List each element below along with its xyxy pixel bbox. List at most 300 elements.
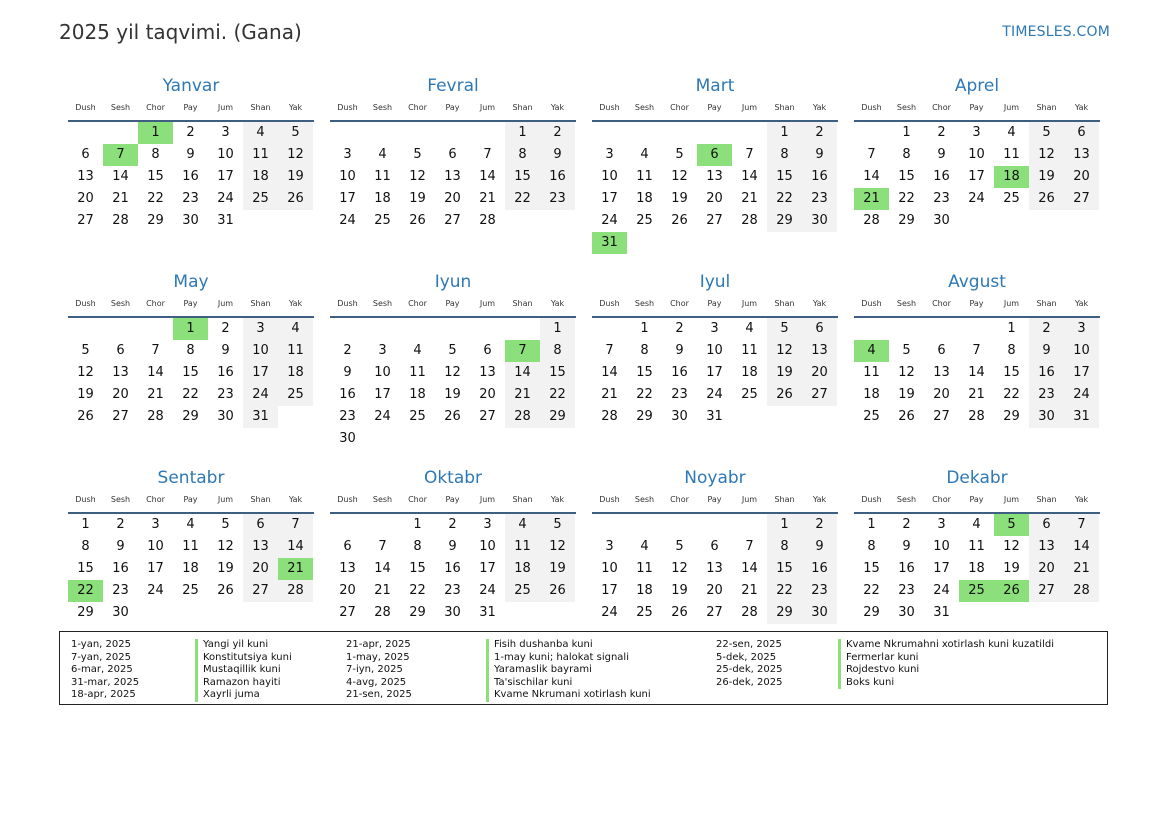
empty-cell xyxy=(278,210,313,232)
empty-cell xyxy=(435,428,470,450)
day-cell: 29 xyxy=(77,605,94,620)
day-cell: 3 xyxy=(343,147,352,162)
weekday-label: Pay xyxy=(183,103,198,112)
day-cell: 13 xyxy=(112,365,129,380)
day-cell: 27 xyxy=(706,605,723,620)
day-cell: 14 xyxy=(601,365,618,380)
legend-date: 31-mar, 2025 xyxy=(71,676,140,688)
day-cell: 16 xyxy=(339,387,356,402)
weekday-header xyxy=(68,98,314,122)
day-cell: 3 xyxy=(605,539,614,554)
weekday-label: Dush xyxy=(861,495,882,504)
day-cell: 28 xyxy=(147,409,164,424)
day-cell: 19 xyxy=(1029,166,1064,188)
weekday-label: Shan xyxy=(1036,103,1057,112)
day-cell: 30 xyxy=(339,431,356,446)
days-grid xyxy=(592,514,838,624)
legend-holiday-name: Boks kuni xyxy=(838,677,1054,690)
day-cell: 29 xyxy=(767,602,802,624)
day-cell: 10 xyxy=(339,169,356,184)
empty-cell xyxy=(767,406,802,428)
day-cell: 2 xyxy=(802,122,837,144)
day-cell: 24 xyxy=(479,583,496,598)
weekday-label: Dush xyxy=(75,495,96,504)
empty-cell xyxy=(662,122,697,144)
legend-date: 1-may, 2025 xyxy=(346,651,410,663)
weekday-label: Sesh xyxy=(634,103,655,112)
weekday-label: Jum xyxy=(1003,103,1020,112)
day-cell: 19 xyxy=(77,387,94,402)
day-cell: 4 xyxy=(640,147,649,162)
empty-cell xyxy=(435,318,470,340)
empty-cell xyxy=(365,122,400,144)
holiday-day: 7 xyxy=(103,144,138,166)
weekday-label: Pay xyxy=(707,103,722,112)
weekday-label: Sesh xyxy=(110,299,131,308)
weekday-label: Dush xyxy=(599,103,620,112)
holiday-day: 25 xyxy=(959,580,994,602)
weekday-label: Sesh xyxy=(896,299,917,308)
day-cell: 10 xyxy=(601,561,618,576)
weekday-label: Jum xyxy=(1003,495,1020,504)
day-cell: 24 xyxy=(601,213,618,228)
empty-cell xyxy=(505,210,540,232)
day-cell: 11 xyxy=(409,365,426,380)
weekday-label: Jum xyxy=(479,299,496,308)
day-cell: 27 xyxy=(706,213,723,228)
empty-cell xyxy=(854,318,889,340)
day-cell: 26 xyxy=(898,409,915,424)
day-cell: 18 xyxy=(636,583,653,598)
legend-holiday-name: Yangi yil kuni xyxy=(195,639,292,652)
weekday-label: Pay xyxy=(969,495,984,504)
day-cell: 24 xyxy=(217,191,234,206)
day-cell: 14 xyxy=(741,169,758,184)
month-avgust xyxy=(854,270,1100,466)
day-cell: 2 xyxy=(221,321,230,336)
legend-date: 21-apr, 2025 xyxy=(346,639,411,650)
weekday-label: Dush xyxy=(599,495,620,504)
empty-cell xyxy=(767,232,802,254)
month-name: Dekabr xyxy=(946,468,1008,488)
day-cell: 30 xyxy=(217,409,234,424)
day-cell: 15 xyxy=(863,561,880,576)
day-cell: 6 xyxy=(483,343,492,358)
site-link[interactable]: TIMESLES.COM xyxy=(1002,24,1110,40)
day-cell: 29 xyxy=(863,605,880,620)
weekday-label: Yak xyxy=(812,103,827,112)
day-cell: 8 xyxy=(867,539,876,554)
day-cell: 1 xyxy=(81,517,90,532)
day-cell: 16 xyxy=(112,561,129,576)
day-cell: 15 xyxy=(1003,365,1020,380)
day-cell: 15 xyxy=(409,561,426,576)
day-cell: 9 xyxy=(448,539,457,554)
day-cell: 2 xyxy=(343,343,352,358)
empty-cell xyxy=(540,602,575,624)
day-cell: 20 xyxy=(706,583,723,598)
weekday-label: Chor xyxy=(146,495,165,504)
day-cell: 26 xyxy=(1029,188,1064,210)
day-cell: 16 xyxy=(802,166,837,188)
day-cell: 6 xyxy=(116,343,125,358)
day-cell: 28 xyxy=(374,605,391,620)
empty-cell xyxy=(470,122,505,144)
empty-cell xyxy=(662,514,697,536)
empty-cell xyxy=(732,232,767,254)
day-cell: 10 xyxy=(147,539,164,554)
day-cell: 5 xyxy=(1029,122,1064,144)
day-cell: 23 xyxy=(182,191,199,206)
day-cell: 17 xyxy=(601,191,618,206)
days-grid xyxy=(854,318,1100,428)
days-grid xyxy=(330,514,576,624)
day-cell: 20 xyxy=(802,362,837,384)
day-cell: 17 xyxy=(374,387,391,402)
day-cell: 2 xyxy=(186,125,195,140)
empty-cell xyxy=(732,514,767,536)
day-cell: 28 xyxy=(1064,580,1099,602)
day-cell: 20 xyxy=(243,558,278,580)
empty-cell xyxy=(592,318,627,340)
day-cell: 9 xyxy=(802,144,837,166)
day-cell: 25 xyxy=(863,409,880,424)
day-cell: 24 xyxy=(601,605,618,620)
day-cell: 23 xyxy=(933,191,950,206)
month-fevral xyxy=(330,74,576,270)
empty-cell xyxy=(959,210,994,232)
weekday-label: Dush xyxy=(861,103,882,112)
weekday-label: Yak xyxy=(812,299,827,308)
day-cell: 22 xyxy=(636,387,653,402)
empty-cell xyxy=(68,318,103,340)
empty-cell xyxy=(802,406,837,428)
day-cell: 29 xyxy=(1003,409,1020,424)
day-cell: 13 xyxy=(243,536,278,558)
day-cell: 15 xyxy=(77,561,94,576)
day-cell: 7 xyxy=(483,147,492,162)
day-cell: 13 xyxy=(706,561,723,576)
day-cell: 16 xyxy=(671,365,688,380)
day-cell: 14 xyxy=(278,536,313,558)
day-cell: 25 xyxy=(182,583,199,598)
day-cell: 4 xyxy=(640,539,649,554)
day-cell: 13 xyxy=(706,169,723,184)
day-cell: 24 xyxy=(968,191,985,206)
days-grid xyxy=(592,318,838,428)
day-cell: 10 xyxy=(479,539,496,554)
day-cell: 5 xyxy=(540,514,575,536)
holiday-day: 21 xyxy=(854,188,889,210)
weekday-label: Dush xyxy=(337,103,358,112)
legend-date: 22-sen, 2025 xyxy=(716,639,782,650)
day-cell: 1 xyxy=(767,122,802,144)
weekday-label: Jum xyxy=(479,103,496,112)
weekday-label: Pay xyxy=(445,495,460,504)
legend-dates-column xyxy=(346,639,412,702)
day-cell: 27 xyxy=(112,409,129,424)
day-cell: 1 xyxy=(767,514,802,536)
day-cell: 29 xyxy=(409,605,426,620)
weekday-label: Pay xyxy=(707,299,722,308)
day-cell: 10 xyxy=(933,539,950,554)
day-cell: 2 xyxy=(937,125,946,140)
day-cell: 27 xyxy=(444,213,461,228)
weekday-label: Chor xyxy=(408,299,427,308)
day-cell: 13 xyxy=(77,169,94,184)
day-cell: 4 xyxy=(378,147,387,162)
day-cell: 6 xyxy=(710,539,719,554)
day-cell: 25 xyxy=(278,384,313,406)
day-cell: 4 xyxy=(243,122,278,144)
legend-dates-column xyxy=(716,639,782,689)
weekday-label: Sesh xyxy=(896,495,917,504)
empty-cell xyxy=(889,318,924,340)
weekday-header xyxy=(854,294,1100,318)
empty-cell xyxy=(470,318,505,340)
day-cell: 19 xyxy=(278,166,313,188)
day-cell: 9 xyxy=(1029,340,1064,362)
day-cell: 27 xyxy=(479,409,496,424)
day-cell: 31 xyxy=(243,406,278,428)
weekday-label: Jum xyxy=(217,299,234,308)
day-cell: 7 xyxy=(605,343,614,358)
legend-date: 1-yan, 2025 xyxy=(71,639,131,650)
empty-cell xyxy=(732,122,767,144)
empty-cell xyxy=(994,210,1029,232)
day-cell: 11 xyxy=(636,169,653,184)
weekday-label: Chor xyxy=(408,103,427,112)
empty-cell xyxy=(994,602,1029,624)
empty-cell xyxy=(243,602,278,624)
day-cell: 6 xyxy=(343,539,352,554)
day-cell: 30 xyxy=(444,605,461,620)
day-cell: 14 xyxy=(968,365,985,380)
empty-cell xyxy=(365,428,400,450)
day-cell: 24 xyxy=(374,409,391,424)
legend-date: 7-iyn, 2025 xyxy=(346,664,403,675)
day-cell: 4 xyxy=(278,318,313,340)
day-cell: 5 xyxy=(767,318,802,340)
day-cell: 8 xyxy=(81,539,90,554)
day-cell: 8 xyxy=(540,340,575,362)
day-cell: 6 xyxy=(937,343,946,358)
empty-cell xyxy=(173,602,208,624)
day-cell: 10 xyxy=(217,147,234,162)
legend-date: 21-sen, 2025 xyxy=(346,689,412,700)
day-cell: 27 xyxy=(933,409,950,424)
day-cell: 30 xyxy=(671,409,688,424)
weekday-label: Yak xyxy=(288,299,303,308)
legend-dates-column xyxy=(71,639,139,702)
day-cell: 18 xyxy=(278,362,313,384)
day-cell: 13 xyxy=(1029,536,1064,558)
weekday-label: Yak xyxy=(550,299,565,308)
empty-cell xyxy=(68,122,103,144)
day-cell: 17 xyxy=(601,583,618,598)
day-cell: 14 xyxy=(863,169,880,184)
empty-cell xyxy=(540,210,575,232)
empty-cell xyxy=(540,428,575,450)
weekday-label: Shan xyxy=(512,495,533,504)
day-cell: 6 xyxy=(243,514,278,536)
month-name: Sentabr xyxy=(157,468,225,488)
weekday-label: Shan xyxy=(774,495,795,504)
holiday-day: 5 xyxy=(994,514,1029,536)
day-cell: 30 xyxy=(898,605,915,620)
empty-cell xyxy=(959,318,994,340)
weekday-label: Chor xyxy=(670,103,689,112)
day-cell: 15 xyxy=(767,558,802,580)
day-cell: 16 xyxy=(1029,362,1064,384)
day-cell: 20 xyxy=(479,387,496,402)
day-cell: 30 xyxy=(802,210,837,232)
weekday-label: Chor xyxy=(932,299,951,308)
days-grid xyxy=(68,514,314,624)
day-cell: 12 xyxy=(671,169,688,184)
day-cell: 12 xyxy=(671,561,688,576)
day-cell: 6 xyxy=(1029,514,1064,536)
day-cell: 7 xyxy=(278,514,313,536)
legend-holiday-name: Konstitutsiya kuni xyxy=(195,652,292,665)
empty-cell xyxy=(365,514,400,536)
day-cell: 4 xyxy=(745,321,754,336)
weekday-label: Sesh xyxy=(634,299,655,308)
day-cell: 8 xyxy=(902,147,911,162)
weekday-label: Yak xyxy=(812,495,827,504)
day-cell: 26 xyxy=(278,188,313,210)
month-name: Iyul xyxy=(699,272,731,292)
day-cell: 27 xyxy=(1029,580,1064,602)
weekday-label: Yak xyxy=(550,495,565,504)
holiday-day: 4 xyxy=(854,340,889,362)
day-cell: 16 xyxy=(802,558,837,580)
day-cell: 21 xyxy=(147,387,164,402)
day-cell: 2 xyxy=(1029,318,1064,340)
empty-cell xyxy=(802,232,837,254)
legend-holiday-name: Mustaqillik kuni xyxy=(195,664,292,677)
day-cell: 3 xyxy=(221,125,230,140)
legend-names-column xyxy=(195,639,292,702)
day-cell: 8 xyxy=(186,343,195,358)
weekday-label: Shan xyxy=(774,299,795,308)
day-cell: 28 xyxy=(278,580,313,602)
day-cell: 6 xyxy=(1064,122,1099,144)
day-cell: 6 xyxy=(81,147,90,162)
weekday-header xyxy=(68,490,314,514)
day-cell: 11 xyxy=(1003,147,1020,162)
day-cell: 23 xyxy=(802,580,837,602)
month-aprel xyxy=(854,74,1100,270)
day-cell: 22 xyxy=(767,188,802,210)
day-cell: 31 xyxy=(706,409,723,424)
day-cell: 1 xyxy=(505,122,540,144)
weekday-label: Jum xyxy=(479,495,496,504)
day-cell: 24 xyxy=(339,213,356,228)
weekday-label: Sesh xyxy=(372,103,393,112)
empty-cell xyxy=(103,318,138,340)
weekday-label: Pay xyxy=(969,299,984,308)
day-cell: 25 xyxy=(409,409,426,424)
day-cell: 29 xyxy=(147,213,164,228)
day-cell: 15 xyxy=(147,169,164,184)
empty-cell xyxy=(924,318,959,340)
day-cell: 8 xyxy=(767,536,802,558)
day-cell: 1 xyxy=(640,321,649,336)
day-cell: 14 xyxy=(112,169,129,184)
empty-cell xyxy=(243,210,278,232)
weekday-label: Yak xyxy=(1074,299,1089,308)
day-cell: 6 xyxy=(802,318,837,340)
day-cell: 1 xyxy=(867,517,876,532)
legend-date: 25-dek, 2025 xyxy=(716,664,783,675)
day-cell: 12 xyxy=(1003,539,1020,554)
day-cell: 3 xyxy=(710,321,719,336)
page-title: 2025 yil taqvimi. (Gana) xyxy=(59,20,302,44)
empty-cell xyxy=(959,602,994,624)
day-cell: 21 xyxy=(479,191,496,206)
day-cell: 16 xyxy=(898,561,915,576)
month-may xyxy=(68,270,314,466)
day-cell: 18 xyxy=(182,561,199,576)
day-cell: 3 xyxy=(151,517,160,532)
day-cell: 17 xyxy=(1064,362,1099,384)
day-cell: 18 xyxy=(741,365,758,380)
day-cell: 14 xyxy=(1064,536,1099,558)
day-cell: 5 xyxy=(675,539,684,554)
day-cell: 20 xyxy=(444,191,461,206)
day-cell: 23 xyxy=(444,583,461,598)
day-cell: 21 xyxy=(1064,558,1099,580)
day-cell: 22 xyxy=(505,188,540,210)
weekday-label: Chor xyxy=(670,495,689,504)
day-cell: 13 xyxy=(339,561,356,576)
legend-holiday-name: Kvame Nkrumani xotirlash kuni xyxy=(486,689,651,702)
empty-cell xyxy=(435,122,470,144)
weekday-label: Shan xyxy=(250,495,271,504)
day-cell: 17 xyxy=(217,169,234,184)
holiday-legend xyxy=(59,631,1108,705)
empty-cell xyxy=(1064,210,1099,232)
empty-cell xyxy=(470,428,505,450)
weekday-label: Chor xyxy=(932,495,951,504)
day-cell: 1 xyxy=(413,517,422,532)
holiday-day: 21 xyxy=(278,558,313,580)
weekday-label: Shan xyxy=(250,103,271,112)
holiday-day: 26 xyxy=(994,580,1029,602)
day-cell: 4 xyxy=(1007,125,1016,140)
day-cell: 3 xyxy=(972,125,981,140)
days-grid xyxy=(330,122,576,232)
month-name: Mart xyxy=(695,76,735,96)
empty-cell xyxy=(697,122,732,144)
month-iyun xyxy=(330,270,576,466)
day-cell: 1 xyxy=(1007,321,1016,336)
day-cell: 12 xyxy=(278,144,313,166)
weekday-header xyxy=(854,98,1100,122)
day-cell: 19 xyxy=(767,362,802,384)
day-cell: 14 xyxy=(374,561,391,576)
weekday-header xyxy=(330,98,576,122)
day-cell: 5 xyxy=(278,122,313,144)
weekday-label: Jum xyxy=(217,103,234,112)
day-cell: 17 xyxy=(243,362,278,384)
empty-cell xyxy=(592,514,627,536)
day-cell: 5 xyxy=(81,343,90,358)
day-cell: 30 xyxy=(112,605,129,620)
day-cell: 12 xyxy=(767,340,802,362)
day-cell: 10 xyxy=(968,147,985,162)
